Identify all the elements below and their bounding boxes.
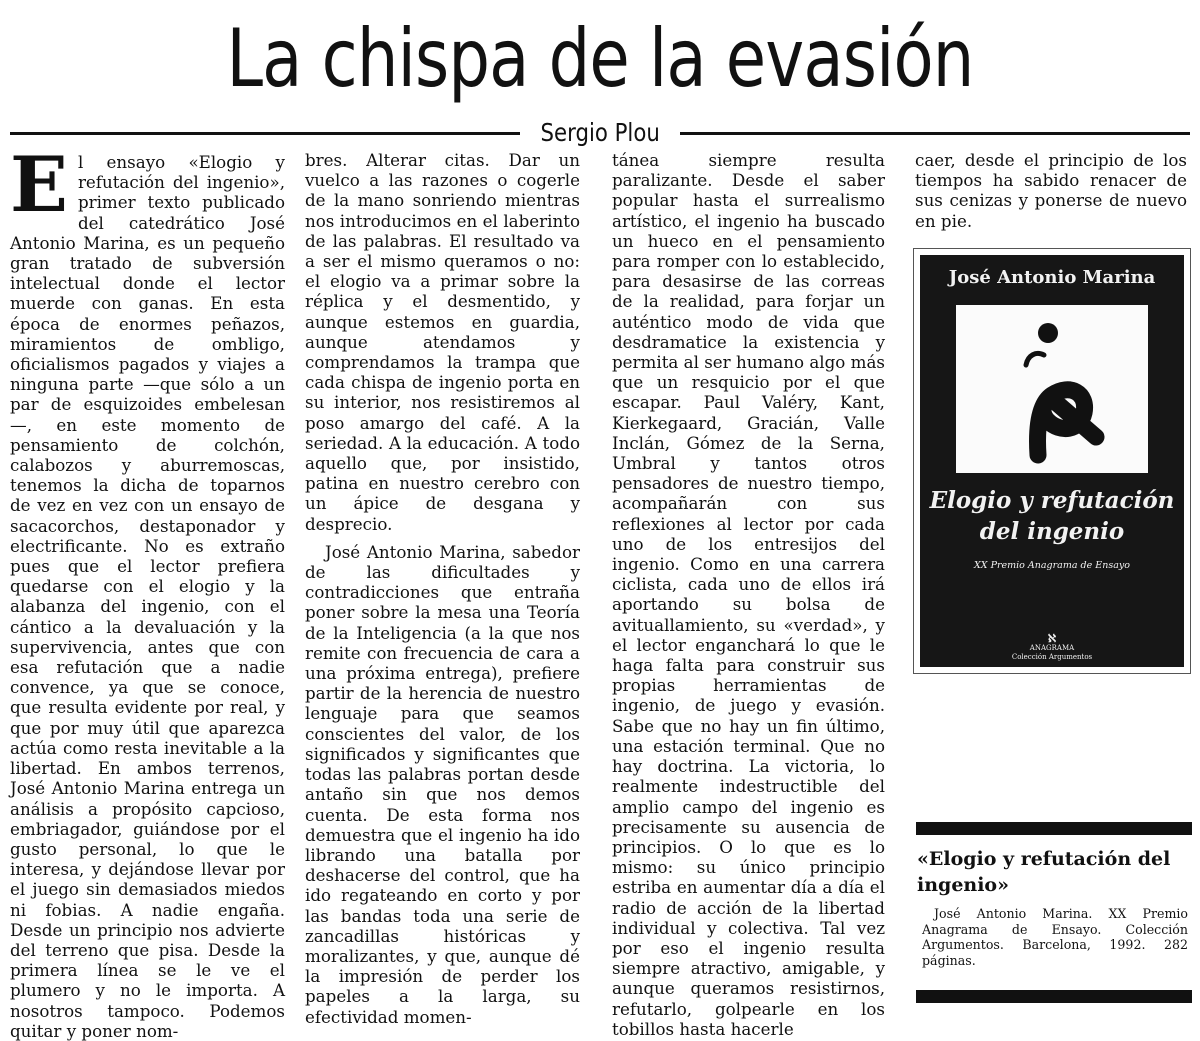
publisher-logo xyxy=(920,633,1184,662)
article-column-2 xyxy=(305,150,580,1027)
cover-symbol-panel xyxy=(956,305,1148,473)
drop-cap: E xyxy=(10,140,68,229)
paragraph: caer, desde el principio de los tiempos ha sabido renacer de sus cenizas y ponerse de nuevo en pie. xyxy=(915,150,1187,231)
cover-title-line-1: Elogio y refutación xyxy=(929,487,1175,514)
publisher-mark-icon: ℵ xyxy=(1047,632,1057,645)
paragraph-text: l ensayo «Elogio y refutación del ingenio», primer texto publicado del catedrático José Antonio Marina, es un pequeño gran tratado de subversión intelectual donde el lector muerde con ganas. En esta época de enormes peñazos, miramientos de ombligo, oficialismos pagados y viajes a ninguna parte —que sólo a un par de esquizoides embelesan—, en este momento de pensamiento de colchón, calabozos y aburremoscas, tenemos la dicha de toparnos de vez en vez con un ensayo de sacacorchos, destaponador y electrificante. No es extraño pues que el lector prefiera quedarse con el elogio y la alabanza del ingenio, con el cántico a la devaluación y la supervivencia, antes que con esa refutación que a nadie convence, ya que se conoce, que resulta evidente por real, y que por muy útil que aparezca actúa como resta inevitable a la libertad. En ambos terrenos, José Antonio Marina entrega un análisis a propósito capcioso, embriagador, guiándose por el gusto personal, lo que le interesa, y dejándose llevar por el juego sin demasiados miedos ni fobias. A nadie engaña. Desde un principio nos advierte del terreno que pisa. Desde la primera línea se le ve el plumero y no le importa. A nosotros tampoco. Podemos quitar y poner nom- xyxy=(10,152,285,1041)
cover-author: José Antonio Marina xyxy=(948,267,1156,288)
book-cover-panel xyxy=(920,255,1184,667)
cover-title xyxy=(920,485,1184,547)
author-name: Sergio Plou xyxy=(540,118,660,147)
paragraph: José Antonio Marina, sabedor de las dificultades y contradicciones que entraña poner sobre la mesa una Teoría de la Inteligencia (a la que nos remite con frecuencia de cara a una próxima entrega), prefiere partir de la herencia de nuestro lenguaje para que seamos conscientes del valor, de los significados y significantes que todas las palabras portan desde antaño sin que nos demos cuenta. De esta forma nos demuestra que el ingenio ha ido librando una batalla por deshacerse del control, que ha ido regateando en corto y por las bandas toda una serie de zancadillas históricas y moralizantes, y que, aunque dé la impresión de perder los papeles a la larga, su efectividad momen- xyxy=(305,541,580,1027)
publisher-name: ANAGRAMA xyxy=(1029,644,1075,652)
byline-rule-right xyxy=(680,132,1190,135)
article-column-3 xyxy=(612,150,885,1039)
paragraph: bres. Alterar citas. Dar un vuelco a las razones o cogerle de la mano sonriendo mientras nos introducimos en el laberinto de las palabras. El resultado va a ser el mismo queramos o no: el elogio va a primar sobre la réplica y el desmentido, y aunque estemos en guardia, aunque atendamos y comprendamos la trampa que cada chispa de ingenio porta en su interior, nos resistiremos al poso amargo del café. A la seriedad. A la educación. A todo aquello que, por insistido, patina en nuestro cerebro con un ápice de desgana y desprecio. xyxy=(305,150,580,534)
collection-name: Colección Argumentos xyxy=(1011,653,1093,661)
headline: La chispa de la evasión xyxy=(226,12,974,105)
paragraph xyxy=(10,140,285,1041)
cover-title-line-2: del ingenio xyxy=(979,518,1125,545)
sidebar-divider-bottom xyxy=(916,990,1192,1003)
article-column-4 xyxy=(915,150,1187,250)
byline-rule-left xyxy=(10,132,520,135)
ingenio-symbol-icon xyxy=(956,305,1148,473)
book-info-details: José Antonio Marina. XX Premio Anagrama de Ensayo. Colección Argumentos. Barcelona, 1992. 282 páginas. xyxy=(922,906,1188,968)
book-cover-image xyxy=(913,248,1191,674)
book-info-title: «Elogio y refutación del ingenio» xyxy=(917,848,1171,896)
cover-prize: XX Premio Anagrama de Ensayo xyxy=(974,560,1130,571)
sidebar-divider-top xyxy=(916,822,1192,835)
article-column-1 xyxy=(10,140,285,1041)
byline xyxy=(10,118,1190,148)
paragraph: tánea siempre resulta paralizante. Desde el saber popular hasta el surrealismo artístico, el ingenio ha buscado un hueco en el pensamiento para romper con lo establecido, para desasirse de las correas de la realidad, para forjar un auténtico modo de vida que desdramatice la existencia y permita al ser humano algo más que un resquicio por el que escapar. Paul Valéry, Kant, Kierkegaard, Gracián, Valle Inclán, Gómez de la Serna, Umbral y tantos otros pensadores de nuestro tiempo, acompañarán con sus reflexiones al lector por cada uno de los entresijos del ingenio. Como en una carrera ciclista, cada uno de ellos irá aportando su bolsa de avituallamiento, su «verdad», y el lector enganchará lo que le haga falta para construir sus propias herramientas de ingenio, de juego y evasión. Sabe que no hay un fin último, una estación terminal. Que no hay doctrina. La victoria, lo realmente indestructible del amplio campo del ingenio es precisamente su ausencia de principios. O lo que es lo mismo: su único principio estriba en aumentar día a día el radio de acción de la libertad individual y colectiva. Tal vez por eso el ingenio resulta siempre atractivo, amigable, y aunque queramos resistirnos, refutarlo, golpearle en los tobillos hasta hacerle xyxy=(612,150,885,1039)
